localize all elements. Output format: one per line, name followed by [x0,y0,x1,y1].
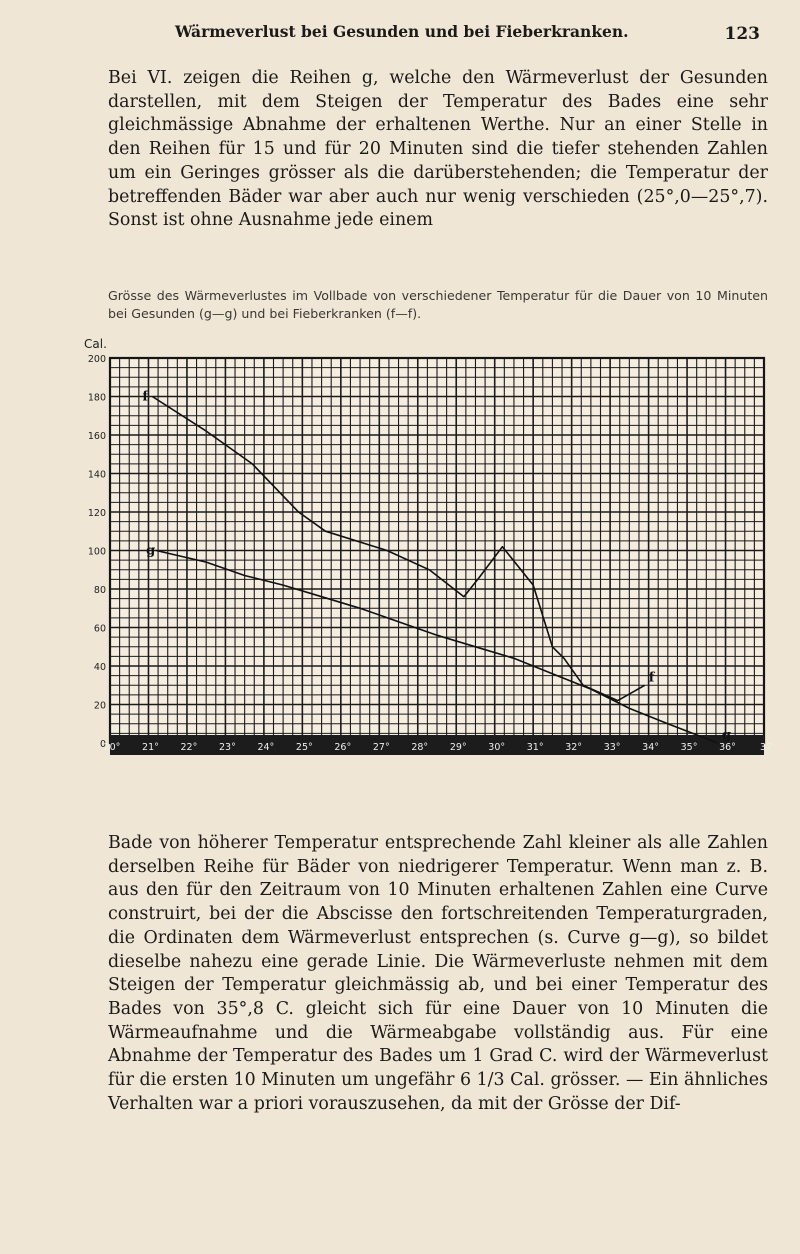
series-label-f-end: f [648,670,655,686]
paragraph-1: Bei VI. zeigen die Reihen g, welche den Wärmeverlust der Gesunden darstellen, mit dem Steigen der Temperatur des Bades eine sehr gleichmässige Abnahme der erhaltenen Werthe. Nur an einer Stelle in den Reihen für 15 und für 20 Minuten sind die tiefer stehenden Zahlen um ein Geringes grösser als die darüberstehenden; die Temperatur der betreffenden Bäder war aber auch nur wenig verschieden (25°,0—25°,7). Sonst ist ohne Ausnahme jede einem [108,68,768,231]
x-tick-label: 33° [603,742,621,753]
y-tick-label: 120 [87,508,106,519]
y-tick-label: 0 [99,739,106,750]
page-number: 123 [724,24,760,44]
x-tick-label: 27° [372,742,390,753]
paragraph-2: Bade von höherer Temperatur entsprechende Zahl kleiner als alle Zahlen derselben Reihe für Bäder von niedrigerer Temperatur. Wenn man z. B. aus den für den Zeitraum von 10 Minuten erhaltenen Zahlen eine Curve construirt, bei der die Abscisse den fortschreitenden Temperaturgraden, die Ordinaten dem Wärmeverlust entsprechen (s. Curve g—g), so bildet dieselbe nahezu eine gerade Linie. Die Wärmeverluste nehmen mit dem Steigen der Temperatur gleichmässig ab, und bei einer Temperatur des Bades von 35°,8 C. gleicht sich für eine Dauer von 10 Minuten die Wärmeaufnahme und die Wärmeabgabe vollständig aus. Für eine Abnahme der Temperatur des Bades um 1 Grad C. wird der Wärmeverlust für die ersten 10 Minuten um ungefähr 6 1/3 Cal. grösser. — Ein ähnliches Verhalten war a priori vorauszusehen, da mit der Grösse der Dif- [108,833,768,1114]
x-tick-label: 24° [257,742,275,753]
x-tick-label: 20° [103,742,121,753]
x-tick-label: 21° [142,742,159,753]
x-tick-label: 25° [295,742,313,753]
running-head [120,22,760,46]
figure-caption: Grösse des Wärmeverlustes im Vollbade von verschiedener Temperatur für die Dauer von 10 Minuten bei Gesunden (g—g) und bei Fieberkranken (f—f). [108,288,768,321]
x-tick-label: 26° [334,742,352,753]
y-tick-label: 160 [87,431,106,442]
heat-loss-chart [82,320,773,780]
running-title: Wärmeverlust bei Gesunden und bei Fieberkranken. [175,22,629,41]
series-label-g-end: g [721,728,731,743]
x-tick-label: 37 [759,742,773,753]
x-tick-label: 35° [680,742,698,753]
x-axis-strip [110,735,764,755]
y-tick-label: 140 [87,469,106,481]
x-tick-label: 22° [180,742,198,753]
x-tick-label: 32° [565,742,583,753]
y-tick-label: 180 [87,392,106,404]
series-label-f-start: f [142,389,148,405]
y-tick-label: 200 [87,354,106,365]
y-tick-label: 60 [93,623,106,635]
y-tick-label: 100 [87,546,106,558]
y-tick-label: 20 [93,700,106,712]
x-tick-label: 31° [526,742,544,753]
x-tick-label: 29° [449,742,467,753]
y-tick-label: 80 [93,585,106,596]
x-tick-label: 28° [411,742,429,753]
chart-grid [110,358,764,743]
y-axis-unit-label: Cal. [84,337,107,351]
x-tick-label: 36° [719,742,736,753]
y-tick-label: 40 [93,662,106,673]
x-tick-label: 30° [488,742,506,753]
series-label-g-start: g [146,543,156,559]
x-tick-label: 23° [218,742,236,753]
x-tick-label: 34° [642,742,660,753]
